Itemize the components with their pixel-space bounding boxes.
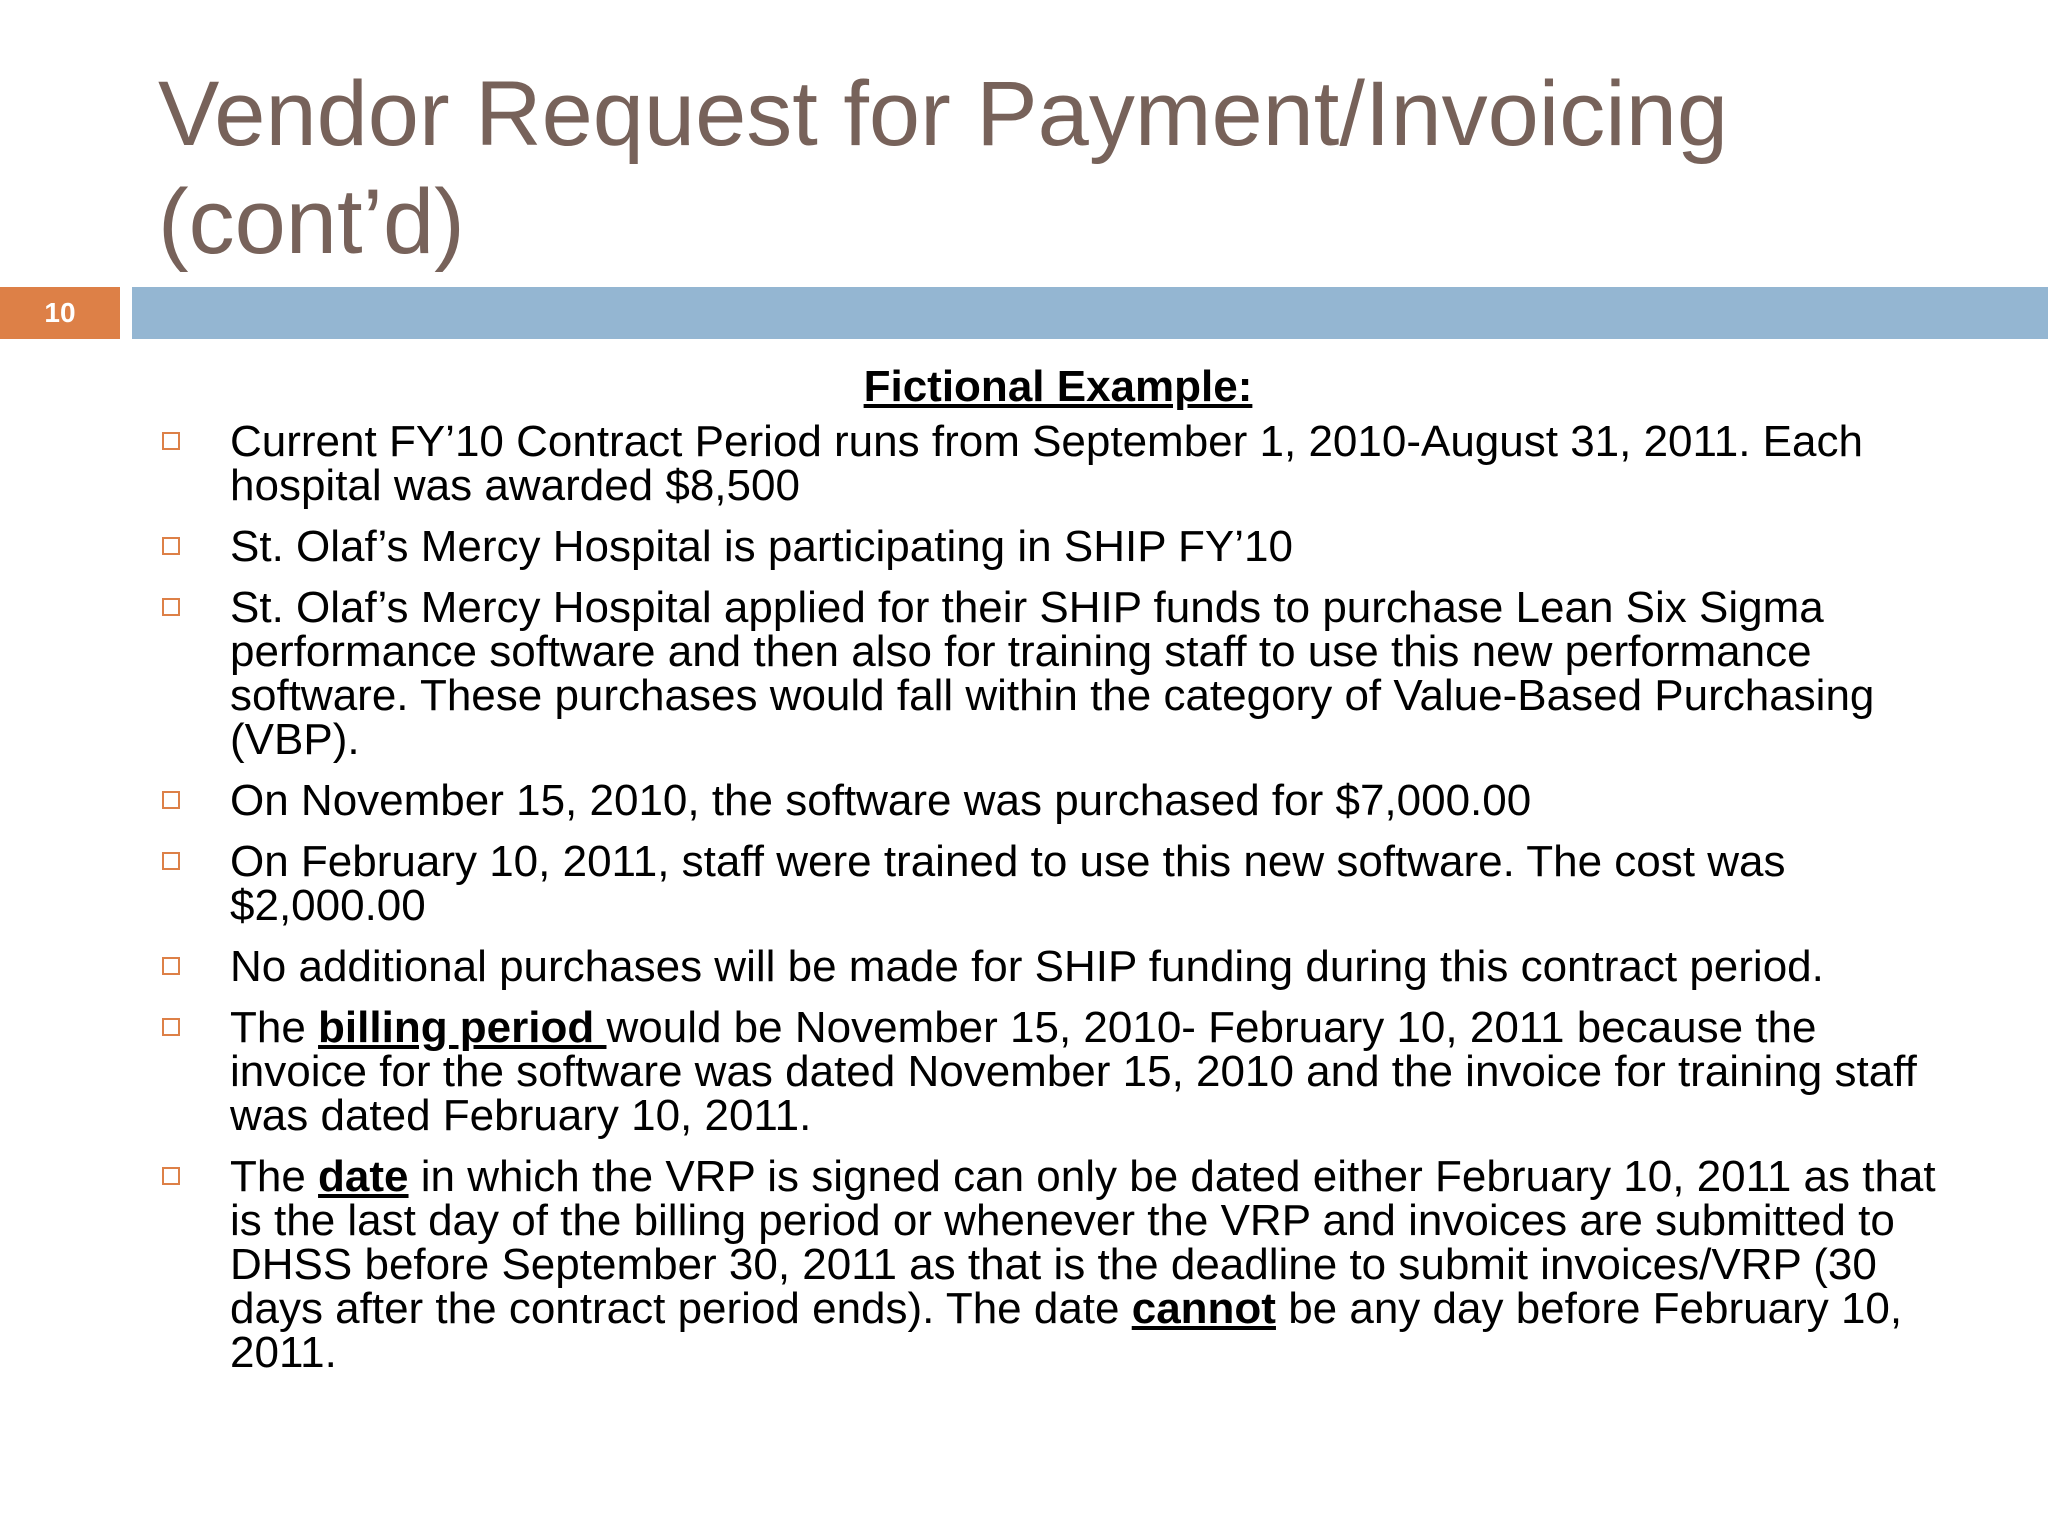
bullet-text: On February 10, 2011, staff were trained to use this new software. The cost was $2,000.00: [230, 837, 1786, 930]
slide-title-line-1: Vendor Request for Payment/Invoicing: [158, 63, 1729, 165]
billing-period-emphasis: billing period: [318, 1003, 607, 1052]
hollow-square-bullet-icon: [162, 791, 180, 809]
bullet-text: St. Olaf’s Mercy Hospital is participating in SHIP FY’10: [230, 522, 1293, 571]
hollow-square-bullet-icon: [162, 1018, 180, 1036]
bullet-text: [230, 1152, 1958, 1377]
bullet-text: No additional purchases will be made for SHIP funding during this contract period.: [230, 942, 1824, 991]
bullet-item: [158, 417, 1958, 510]
title-accent-bar: [132, 287, 2048, 339]
slide-number: 10: [44, 297, 76, 328]
bullet-item: [158, 776, 1958, 825]
bullet-list: [158, 417, 1958, 1377]
slide-title-line-2: (cont’d): [158, 171, 465, 273]
hollow-square-bullet-icon: [162, 537, 180, 555]
slide-title: [158, 60, 1978, 276]
bullet-text-prefix: The: [230, 1152, 319, 1201]
bullet-item: [158, 837, 1958, 930]
hollow-square-bullet-icon: [162, 852, 180, 870]
example-heading: Fictional Example:: [863, 362, 1253, 411]
bullet-text-prefix: The: [230, 1003, 319, 1052]
bullet-item-vrp-date: [158, 1152, 1958, 1377]
cannot-emphasis: cannot: [1131, 1284, 1276, 1333]
bullet-text: St. Olaf’s Mercy Hospital applied for their SHIP funds to purchase Lean Six Sigma performance software and then also for training staff to use this new performance software. These purchases would fall within the category of Value-Based Purchasing (VBP).: [230, 583, 1875, 764]
hollow-square-bullet-icon: [162, 598, 180, 616]
bullet-text-suffix: would be November 15, 2010- February 10, 2011 because the invoice for the software was dated November 15, 2010 and the invoice for training staff was dated February 10, 2011.: [230, 1003, 1917, 1140]
bullet-item: [158, 522, 1958, 571]
hollow-square-bullet-icon: [162, 1167, 180, 1185]
bullet-item: [158, 583, 1958, 764]
bullet-text: On November 15, 2010, the software was purchased for $7,000.00: [230, 776, 1532, 825]
bullet-item-billing-period: [158, 1003, 1958, 1140]
hollow-square-bullet-icon: [162, 957, 180, 975]
bullet-text-suffix: be any day before February 10, 2011.: [230, 1284, 1903, 1377]
hollow-square-bullet-icon: [162, 432, 180, 450]
slide-content: [158, 362, 1958, 1392]
date-emphasis: date: [318, 1152, 409, 1201]
bullet-text: [230, 1003, 1958, 1140]
bullet-item: [158, 942, 1958, 991]
slide-number-badge: [0, 287, 120, 339]
bullet-text-middle: in which the VRP is signed can only be dated either February 10, 2011 as that is the last day of the billing period or whenever the VRP and invoices are submitted to DHSS before September 30, 2011 as that is the deadline to submit invoices/VRP (30 days after the contract period ends). The date: [230, 1152, 1936, 1333]
bullet-text: Current FY’10 Contract Period runs from September 1, 2010-August 31, 2011. Each hospital was awarded $8,500: [230, 417, 1863, 510]
